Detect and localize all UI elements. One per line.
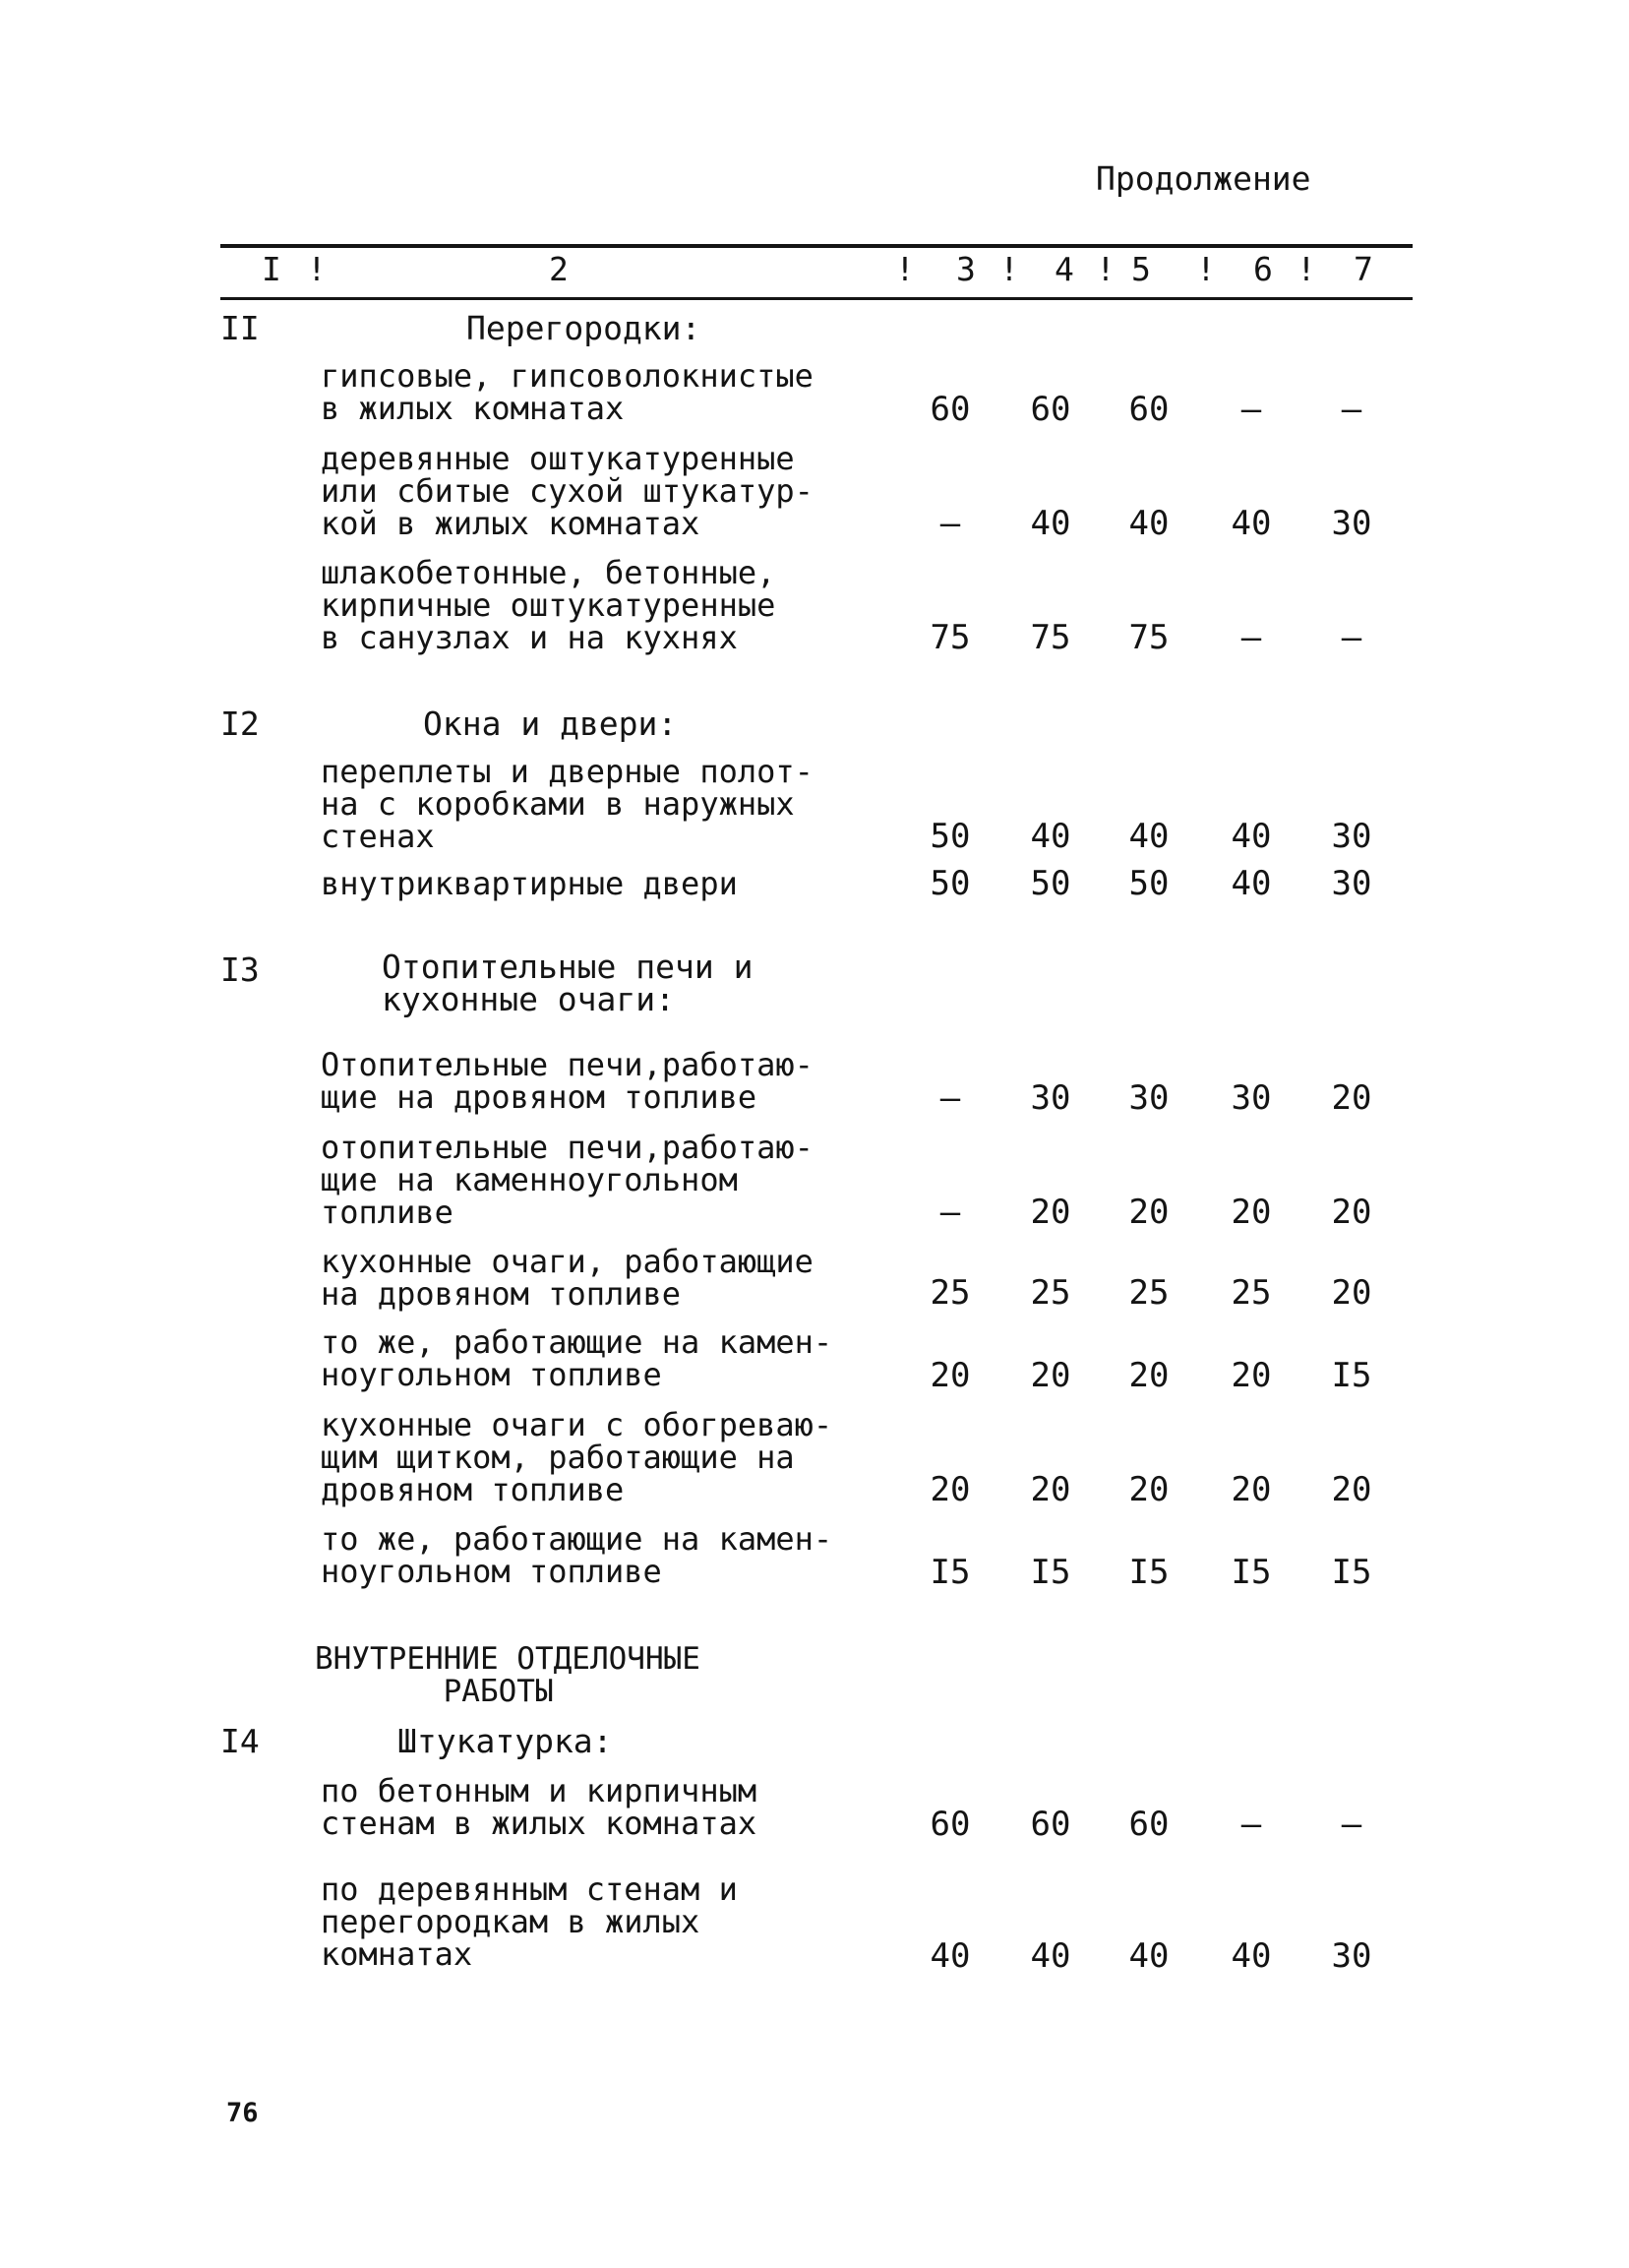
row-description: деревянные оштукатуренные или сбитые сухой штукатур- кой в жилых комнатах <box>321 440 814 542</box>
value-col-7: 30 <box>1331 504 1372 543</box>
value-col-4: 60 <box>1030 1805 1071 1844</box>
continuation-label: Продолжение <box>1096 159 1311 198</box>
value-col-3: 60 <box>930 390 971 429</box>
value-col-5: 40 <box>1128 817 1170 856</box>
value-col-7: – <box>1341 618 1362 657</box>
value-col-3: 25 <box>930 1273 971 1313</box>
value-col-4: 75 <box>1030 618 1071 657</box>
value-col-5: 40 <box>1128 504 1170 543</box>
value-col-6: 40 <box>1231 864 1272 903</box>
value-col-3: 50 <box>930 817 971 856</box>
value-col-7: 20 <box>1331 1273 1372 1313</box>
value-col-3: 75 <box>930 618 971 657</box>
row-description: по бетонным и кирпичным стенам в жилых комнатах <box>321 1772 757 1842</box>
value-col-4: 60 <box>1030 390 1071 429</box>
group-title: ВНУТРЕННИЕ ОТДЕЛОЧНЫЕ РАБОТЫ <box>315 1641 700 1709</box>
value-col-7: – <box>1341 1805 1362 1844</box>
row-description: отопительные печи,работаю- щие на каменноугольном топливе <box>321 1129 814 1231</box>
value-col-3: 40 <box>930 1936 971 1976</box>
column-header-sep: ! <box>1297 250 1316 288</box>
value-col-4: 25 <box>1030 1273 1071 1313</box>
value-col-6: 20 <box>1231 1356 1272 1395</box>
section-number: I3 <box>220 950 260 989</box>
row-description: внутриквартирные двери <box>321 865 738 902</box>
value-col-6: – <box>1240 618 1262 657</box>
value-col-4: 40 <box>1030 1936 1071 1976</box>
column-header-sep: ! <box>307 250 327 288</box>
value-col-3: – <box>939 1078 961 1118</box>
value-col-7: I5 <box>1331 1553 1372 1592</box>
value-col-3: – <box>939 504 961 543</box>
value-col-5: 60 <box>1128 390 1170 429</box>
value-col-3: 60 <box>930 1805 971 1844</box>
value-col-3: 20 <box>930 1356 971 1395</box>
column-header-sep: ! <box>999 250 1019 288</box>
row-description: гипсовые, гипсоволокнистые в жилых комнатах <box>321 357 814 427</box>
value-col-6: I5 <box>1231 1553 1272 1592</box>
value-col-4: I5 <box>1030 1553 1071 1592</box>
value-col-6: 20 <box>1231 1470 1272 1509</box>
value-col-6: 40 <box>1231 1936 1272 1976</box>
value-col-5: 30 <box>1128 1078 1170 1118</box>
section-title: Перегородки: <box>466 309 701 347</box>
column-header-sep: ! <box>1096 250 1116 288</box>
value-col-4: 30 <box>1030 1078 1071 1118</box>
value-col-5: 75 <box>1128 618 1170 657</box>
value-col-6: 20 <box>1231 1193 1272 1232</box>
column-header-sep: ! <box>1196 250 1216 288</box>
value-col-5: 60 <box>1128 1805 1170 1844</box>
value-col-4: 40 <box>1030 504 1071 543</box>
value-col-7: 30 <box>1331 1936 1372 1976</box>
value-col-5: 25 <box>1128 1273 1170 1313</box>
value-col-7: 20 <box>1331 1470 1372 1509</box>
column-header-3: 3 <box>956 250 976 288</box>
section-number: II <box>220 309 260 347</box>
value-col-6: – <box>1240 1805 1262 1844</box>
value-col-3: 50 <box>930 864 971 903</box>
row-description: Отопительные печи,работаю- щие на дровяном топливе <box>321 1046 814 1116</box>
value-col-5: 20 <box>1128 1470 1170 1509</box>
value-col-4: 40 <box>1030 817 1071 856</box>
row-description: кухонные очаги с обогреваю- щим щитком, работающие на дровяном топливе <box>321 1406 833 1508</box>
value-col-7: – <box>1341 390 1362 429</box>
value-col-4: 20 <box>1030 1356 1071 1395</box>
column-header-6: 6 <box>1253 250 1273 288</box>
value-col-5: 20 <box>1128 1356 1170 1395</box>
table-top-rule <box>220 244 1413 248</box>
value-col-7: 20 <box>1331 1193 1372 1232</box>
value-col-3: I5 <box>930 1553 971 1592</box>
value-col-4: 20 <box>1030 1193 1071 1232</box>
column-header-sep: ! <box>895 250 915 288</box>
value-col-3: 20 <box>930 1470 971 1509</box>
value-col-4: 20 <box>1030 1470 1071 1509</box>
row-description: кухонные очаги, работающие на дровяном топливе <box>321 1243 814 1313</box>
value-col-3: – <box>939 1193 961 1232</box>
section-number: I4 <box>220 1722 260 1760</box>
table-header-rule <box>220 297 1413 300</box>
section-title: Отопительные печи и кухонные очаги: <box>382 948 754 1018</box>
row-description: шлакобетонные, бетонные, кирпичные оштукатуренные в санузлах и на кухнях <box>321 554 776 656</box>
value-col-6: 40 <box>1231 817 1272 856</box>
section-number: I2 <box>220 705 260 743</box>
value-col-6: 30 <box>1231 1078 1272 1118</box>
section-title: Окна и двери: <box>423 705 678 743</box>
column-header-2: 2 <box>549 250 569 288</box>
value-col-7: 30 <box>1331 817 1372 856</box>
value-col-6: 40 <box>1231 504 1272 543</box>
value-col-6: 25 <box>1231 1273 1272 1313</box>
value-col-5: 50 <box>1128 864 1170 903</box>
value-col-5: I5 <box>1128 1553 1170 1592</box>
row-description: по деревянным стенам и перегородкам в жилых комнатах <box>321 1870 738 1973</box>
row-description: то же, работающие на камен- ноугольном топливе <box>321 1520 833 1590</box>
page-number: 76 <box>226 2098 259 2128</box>
section-title: Штукатурка: <box>397 1722 613 1760</box>
value-col-7: 20 <box>1331 1078 1372 1118</box>
value-col-6: – <box>1240 390 1262 429</box>
value-col-5: 40 <box>1128 1936 1170 1976</box>
value-col-7: 30 <box>1331 864 1372 903</box>
row-description: переплеты и дверные полот- на с коробками в наружных стенах <box>321 753 814 855</box>
value-col-4: 50 <box>1030 864 1071 903</box>
column-header-7: 7 <box>1354 250 1373 288</box>
column-header-5: 5 <box>1131 250 1151 288</box>
column-header-1: I <box>262 250 281 288</box>
row-description: то же, работающие на камен- ноугольном топливе <box>321 1323 833 1393</box>
value-col-7: I5 <box>1331 1356 1372 1395</box>
value-col-5: 20 <box>1128 1193 1170 1232</box>
column-header-4: 4 <box>1055 250 1074 288</box>
